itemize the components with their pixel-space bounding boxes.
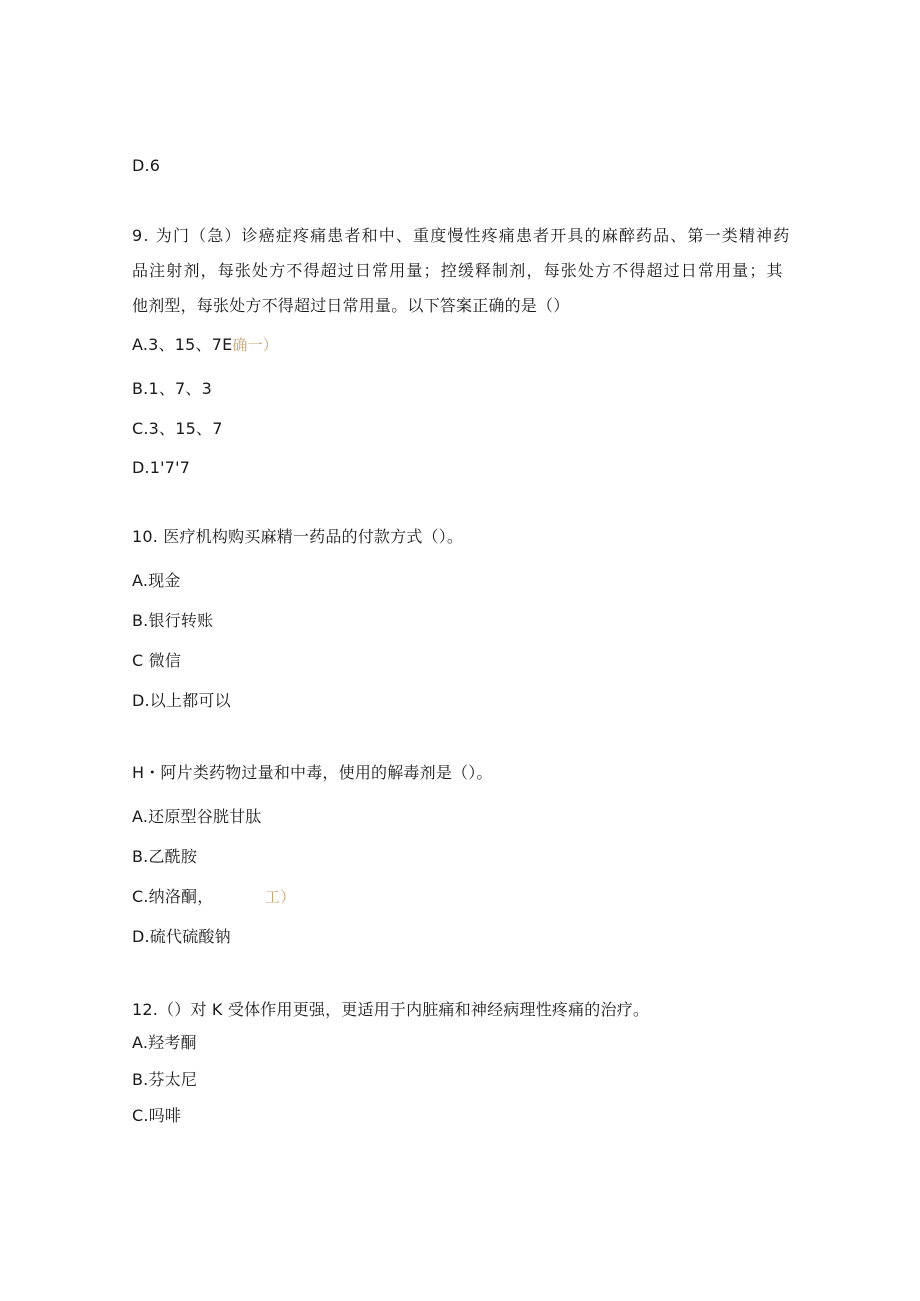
- q9-option-a: [132, 335, 278, 355]
- q9-option-d: D.1'7'7: [132, 458, 191, 477]
- q12-option-b: B.芬太尼: [132, 1070, 198, 1089]
- q10-option-a: A.现金: [132, 571, 181, 590]
- q11-option-c-note: 工）: [265, 888, 296, 906]
- q10-option-c: C 微信: [132, 651, 182, 670]
- q11-stem: H・阿片类药物过量和中毒，使用的解毒剂是（）。: [132, 763, 493, 782]
- q12-option-c: C.吗啡: [132, 1106, 182, 1125]
- q9-stem-line-2: 品注射剂，每张处方不得超过日常用量；控缓释制剂，每张处方不得超过日常用量；其: [132, 261, 784, 280]
- q11-option-d: D.硫代硫酸钠: [132, 927, 231, 946]
- q11-option-a: A.还原型谷胱甘肽: [132, 807, 262, 826]
- q12-option-a: A.羟考酮: [132, 1033, 197, 1052]
- q10-option-b: B.银行转账: [132, 611, 214, 630]
- q8-option-d: D.6: [132, 156, 161, 175]
- q10-stem: 10. 医疗机构购买麻精一药品的付款方式（）。: [132, 527, 464, 546]
- q11-option-c: C.纳洛酮，: [132, 887, 214, 906]
- q9-option-a-note: 确一）: [232, 336, 278, 354]
- q10-option-d: D.以上都可以: [132, 691, 231, 710]
- q9-option-c: C.3、15、7: [132, 419, 223, 438]
- q9-option-b: B.1、7、3: [132, 379, 213, 398]
- q11-option-b: B.乙酰胺: [132, 847, 198, 866]
- q12-stem: 12.（）对 K 受体作用更强，更适用于内脏痛和神经病理性疼痛的治疗。: [132, 1000, 650, 1019]
- q9-stem-line-1: 9. 为门（急）诊癌症疼痛患者和中、重度慢性疼痛患者开具的麻醉药品、第一类精神药: [132, 226, 791, 245]
- q9-stem-line-3: 他剂型，每张处方不得超过日常用量。以下答案正确的是（）: [132, 296, 570, 315]
- q9-option-a-text: A.3、15、7E: [132, 335, 233, 354]
